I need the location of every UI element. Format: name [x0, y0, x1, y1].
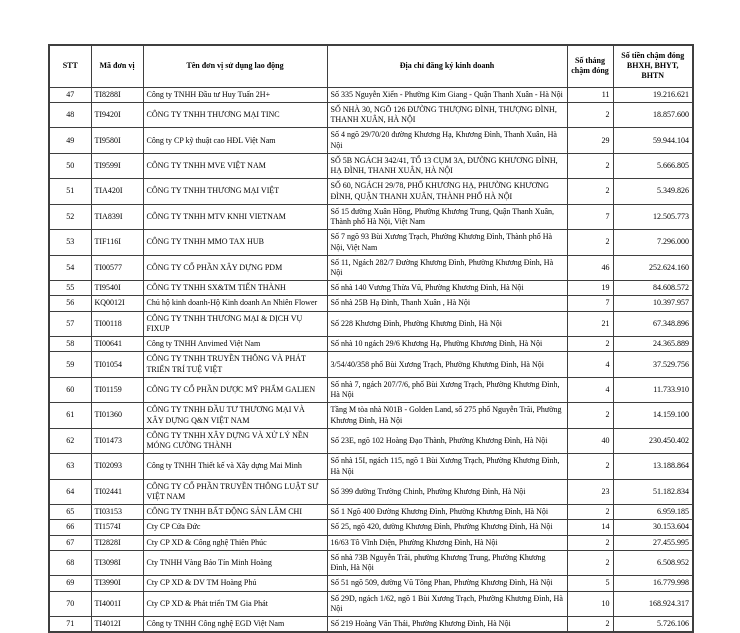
cell-address: Số 4 ngõ 29/70/20 đường Khương Hạ, Khương Đình, Thanh Xuân, Hà Nội — [327, 128, 567, 153]
cell-amount: 6.959.185 — [613, 505, 693, 520]
cell-months: 14 — [567, 520, 613, 535]
cell-months: 40 — [567, 428, 613, 453]
table-row — [49, 87, 693, 102]
cell-months: 2 — [567, 230, 613, 255]
cell-months: 4 — [567, 377, 613, 402]
cell-address: Tầng M tòa nhà N01B - Golden Land, số 275 phố Nguyễn Trãi, Phường Khương Đình, Hà Nội — [327, 403, 567, 428]
cell-stt: 69 — [49, 576, 91, 591]
cell-code: TI01473 — [91, 428, 143, 453]
table-row — [49, 505, 693, 520]
table-body — [49, 87, 693, 632]
table-row — [49, 337, 693, 352]
table-row — [49, 102, 693, 127]
cell-months: 2 — [567, 179, 613, 204]
cell-stt: 47 — [49, 87, 91, 102]
cell-stt: 58 — [49, 337, 91, 352]
cell-code: TI01360 — [91, 403, 143, 428]
table-row — [49, 403, 693, 428]
table-header — [49, 45, 693, 87]
cell-months: 21 — [567, 311, 613, 336]
cell-stt: 53 — [49, 230, 91, 255]
cell-name: Cty CP Cửa Đức — [143, 520, 327, 535]
table-row — [49, 204, 693, 229]
cell-stt: 49 — [49, 128, 91, 153]
cell-months: 23 — [567, 479, 613, 504]
cell-name: Cty TNHH Vàng Bảo Tín Minh Hoàng — [143, 550, 327, 575]
cell-code: TI3990I — [91, 576, 143, 591]
cell-stt: 60 — [49, 377, 91, 402]
table-row — [49, 454, 693, 479]
column-header-months: Số tháng chậm đóng — [567, 45, 613, 87]
column-header-amount: Số tiền chậm đóng BHXH, BHYT, BHTN — [613, 45, 693, 87]
cell-amount: 5.666.805 — [613, 153, 693, 178]
cell-amount: 10.397.957 — [613, 296, 693, 311]
cell-name: Chủ hộ kinh doanh-Hộ Kinh doanh An Nhiên Flower — [143, 296, 327, 311]
cell-amount: 13.188.864 — [613, 454, 693, 479]
cell-stt: 50 — [49, 153, 91, 178]
cell-code: TI00118 — [91, 311, 143, 336]
cell-months: 4 — [567, 352, 613, 377]
cell-stt: 65 — [49, 505, 91, 520]
cell-amount: 14.159.100 — [613, 403, 693, 428]
cell-address: Số nhà 10 ngách 29/6 Khương Hạ, Phường Khương Đình, Hà Nội — [327, 337, 567, 352]
table-row — [49, 520, 693, 535]
table-row — [49, 255, 693, 280]
cell-address: SỐ NHÀ 30, NGÕ 126 ĐƯỜNG THƯỢNG ĐÌNH, THƯỢNG ĐÌNH, THANH XUÂN, HÀ NỘI — [327, 102, 567, 127]
cell-stt: 62 — [49, 428, 91, 453]
cell-code: TI4012I — [91, 617, 143, 633]
cell-name: CÔNG TY TNHH BẤT ĐỘNG SẢN LÂM CHI — [143, 505, 327, 520]
cell-name: CÔNG TY TNHH SX&TM TIẾN THÀNH — [143, 281, 327, 296]
column-header-name: Tên đơn vị sử dụng lao động — [143, 45, 327, 87]
table-row — [49, 479, 693, 504]
cell-amount: 6.508.952 — [613, 550, 693, 575]
cell-address: Số 335 Nguyễn Xiển - Phường Kim Giang - Quận Thanh Xuân - Hà Nội — [327, 87, 567, 102]
cell-address: Số 1 Ngõ 400 Đường Khương Đình, Phường Khương Đình, Hà Nội — [327, 505, 567, 520]
cell-months: 7 — [567, 296, 613, 311]
cell-code: TI9420I — [91, 102, 143, 127]
cell-code: TIF116I — [91, 230, 143, 255]
cell-name: Công ty TNHH Thiết kế và Xây dựng Mai Minh — [143, 454, 327, 479]
cell-amount: 30.153.604 — [613, 520, 693, 535]
cell-name: Công ty TNHH Anvimed Việt Nam — [143, 337, 327, 352]
cell-code: TI02441 — [91, 479, 143, 504]
table-row — [49, 617, 693, 633]
cell-months: 5 — [567, 576, 613, 591]
cell-amount: 84.608.572 — [613, 281, 693, 296]
cell-amount: 51.182.834 — [613, 479, 693, 504]
cell-address: Số 51 ngõ 509, đường Vũ Tông Phan, Phường Khương Đình, Hà Nội — [327, 576, 567, 591]
cell-stt: 64 — [49, 479, 91, 504]
cell-amount: 37.529.756 — [613, 352, 693, 377]
table-row — [49, 281, 693, 296]
cell-address: Số 399 đường Trường Chinh, Phường Khương Đình, Hà Nội — [327, 479, 567, 504]
cell-name: CÔNG TY TNHH THƯƠNG MẠI & DỊCH VỤ FIXUP — [143, 311, 327, 336]
cell-code: TI9599I — [91, 153, 143, 178]
cell-stt: 59 — [49, 352, 91, 377]
cell-code: TI8288I — [91, 87, 143, 102]
cell-amount: 7.296.000 — [613, 230, 693, 255]
table-row — [49, 128, 693, 153]
cell-months: 19 — [567, 281, 613, 296]
cell-months: 29 — [567, 128, 613, 153]
cell-amount: 27.455.995 — [613, 535, 693, 550]
cell-code: KQ0012I — [91, 296, 143, 311]
cell-name: Cty CP XD & Công nghệ Thiên Phúc — [143, 535, 327, 550]
cell-amount: 16.779.998 — [613, 576, 693, 591]
cell-code: TI2828I — [91, 535, 143, 550]
cell-months: 2 — [567, 403, 613, 428]
cell-name: CÔNG TY CỔ PHẦN DƯỢC MỸ PHẨM GALIEN — [143, 377, 327, 402]
cell-address: 16/63 Tô Vĩnh Diện, Phường Khương Đình, Hà Nội — [327, 535, 567, 550]
cell-code: TI01054 — [91, 352, 143, 377]
cell-address: Số 25, ngõ 420, đường Khương Đình, Phường Khương Đình, Hà Nội — [327, 520, 567, 535]
cell-name: CÔNG TY CỔ PHẦN TRUYỀN THÔNG LUẬT SƯ VIỆT NAM — [143, 479, 327, 504]
cell-code: TI03153 — [91, 505, 143, 520]
cell-address: Số nhà 15I, ngách 115, ngõ 1 Bùi Xương Trạch, Phường Khương Đình, Hà Nội — [327, 454, 567, 479]
cell-code: TIA839I — [91, 204, 143, 229]
cell-address: Số 7 ngõ 93 Bùi Xương Trạch, Phường Khương Đình, Thành phố Hà Nội, Việt Nam — [327, 230, 567, 255]
table-row — [49, 179, 693, 204]
cell-name: CÔNG TY TNHH ĐẦU TƯ THƯƠNG MẠI VÀ XÂY DỰNG Q&N VIỆT NAM — [143, 403, 327, 428]
cell-months: 2 — [567, 454, 613, 479]
cell-amount: 5.726.106 — [613, 617, 693, 633]
cell-name: CÔNG TY TNHH THƯƠNG MẠI TINC — [143, 102, 327, 127]
cell-code: TI01159 — [91, 377, 143, 402]
cell-amount: 252.624.160 — [613, 255, 693, 280]
cell-code: TIA420I — [91, 179, 143, 204]
cell-name: Công ty CP kỹ thuật cao HĐL Việt Nam — [143, 128, 327, 153]
cell-code: TI02093 — [91, 454, 143, 479]
cell-stt: 52 — [49, 204, 91, 229]
table-row — [49, 153, 693, 178]
table-header-row — [49, 45, 693, 87]
cell-months: 2 — [567, 153, 613, 178]
cell-months: 2 — [567, 505, 613, 520]
column-header-code: Mã đơn vị — [91, 45, 143, 87]
cell-address: Số 29D, ngách 1/62, ngõ 1 Bùi Xương Trạch, Phường Khương Đình, Hà Nội — [327, 591, 567, 616]
cell-code: TI9580I — [91, 128, 143, 153]
cell-name: Cty CP XD & DV TM Hoàng Phú — [143, 576, 327, 591]
cell-months: 11 — [567, 87, 613, 102]
cell-months: 46 — [567, 255, 613, 280]
cell-amount: 168.924.317 — [613, 591, 693, 616]
cell-amount: 67.348.896 — [613, 311, 693, 336]
cell-name: CÔNG TY TNHH MVE VIỆT NAM — [143, 153, 327, 178]
cell-address: Số 228 Khương Đình, Phường Khương Đình, Hà Nội — [327, 311, 567, 336]
column-header-address: Địa chỉ đăng ký kinh doanh — [327, 45, 567, 87]
cell-stt: 51 — [49, 179, 91, 204]
table-row — [49, 535, 693, 550]
cell-name: Công ty TNHH Công nghệ EGD Việt Nam — [143, 617, 327, 633]
cell-stt: 70 — [49, 591, 91, 616]
table-row — [49, 311, 693, 336]
table-row — [49, 352, 693, 377]
table-row — [49, 576, 693, 591]
table-row — [49, 428, 693, 453]
cell-address: SỐ 60, NGÁCH 29/78, PHỐ KHƯƠNG HẠ, PHƯỜNG KHƯƠNG ĐÌNH, QUẬN THANH XUÂN, THÀNH PHỐ HÀ NỘI — [327, 179, 567, 204]
cell-amount: 12.505.773 — [613, 204, 693, 229]
cell-code: TI9540I — [91, 281, 143, 296]
cell-stt: 54 — [49, 255, 91, 280]
cell-months: 2 — [567, 102, 613, 127]
cell-name: CÔNG TY TNHH THƯƠNG MẠI VIỆT — [143, 179, 327, 204]
cell-code: TI00577 — [91, 255, 143, 280]
cell-name: CÔNG TY TNHH MMO TAX HUB — [143, 230, 327, 255]
cell-address: Số nhà 73B Nguyễn Trãi, phường Khương Trung, Phường Khương Đình, Hà Nội — [327, 550, 567, 575]
cell-amount: 230.450.402 — [613, 428, 693, 453]
cell-months: 2 — [567, 337, 613, 352]
table-row — [49, 296, 693, 311]
cell-amount: 11.733.910 — [613, 377, 693, 402]
cell-name: CÔNG TY TNHH TRUYỀN THÔNG VÀ PHÁT TRIỂN TRÍ TUỆ VIỆT — [143, 352, 327, 377]
cell-months: 10 — [567, 591, 613, 616]
table-row — [49, 230, 693, 255]
cell-amount: 18.857.600 — [613, 102, 693, 127]
cell-name: CÔNG TY TNHH XÂY DỰNG VÀ XỬ LÝ NỀN MÓNG CƯỜNG THÀNH — [143, 428, 327, 453]
cell-amount: 5.349.826 — [613, 179, 693, 204]
cell-address: Số 11, Ngách 282/7 Đường Khương Đình, Phường Khương Đình, Hà Nội — [327, 255, 567, 280]
cell-months: 2 — [567, 550, 613, 575]
column-header-stt: STT — [49, 45, 91, 87]
cell-stt: 55 — [49, 281, 91, 296]
cell-name: Công ty TNHH Đầu tư Huy Tuấn 2H+ — [143, 87, 327, 102]
cell-code: TI3098I — [91, 550, 143, 575]
cell-address: Số nhà 7, ngách 207/7/6, phố Bùi Xương Trạch, Phường Khương Đình, Hà Nội — [327, 377, 567, 402]
cell-name: Cty CP XD & Phát triển TM Gia Phát — [143, 591, 327, 616]
cell-address: Số 219 Hoàng Văn Thái, Phường Khương Đình, Hà Nội — [327, 617, 567, 633]
cell-stt: 71 — [49, 617, 91, 633]
cell-stt: 48 — [49, 102, 91, 127]
cell-amount: 24.365.889 — [613, 337, 693, 352]
cell-code: TI00641 — [91, 337, 143, 352]
table-row — [49, 550, 693, 575]
cell-name: CÔNG TY TNHH MTV KNHI VIETNAM — [143, 204, 327, 229]
cell-address: Số 23E, ngõ 102 Hoàng Đạo Thành, Phường Khương Đình, Hà Nội — [327, 428, 567, 453]
cell-address: Số 15 đường Xuân Hồng, Phường Khương Trung, Quận Thanh Xuân, Thành phố Hà Nội, Việt Nam — [327, 204, 567, 229]
cell-address: 3/54/40/358 phố Bùi Xương Trạch, Phường Khương Đình, Hà Nội — [327, 352, 567, 377]
cell-months: 2 — [567, 617, 613, 633]
cell-months: 7 — [567, 204, 613, 229]
cell-stt: 57 — [49, 311, 91, 336]
cell-stt: 63 — [49, 454, 91, 479]
cell-stt: 66 — [49, 520, 91, 535]
cell-address: Số nhà 25B Hạ Đình, Thanh Xuân , Hà Nội — [327, 296, 567, 311]
cell-address: Số nhà 140 Vương Thừa Vũ, Phường Khương Đình, Hà Nội — [327, 281, 567, 296]
cell-amount: 19.216.621 — [613, 87, 693, 102]
insurance-debt-table — [48, 44, 694, 633]
cell-amount: 59.944.104 — [613, 128, 693, 153]
cell-stt: 68 — [49, 550, 91, 575]
table-row — [49, 591, 693, 616]
cell-name: CÔNG TY CỔ PHẦN XÂY DỰNG PDM — [143, 255, 327, 280]
table-row — [49, 377, 693, 402]
cell-stt: 67 — [49, 535, 91, 550]
cell-stt: 61 — [49, 403, 91, 428]
cell-stt: 56 — [49, 296, 91, 311]
cell-months: 2 — [567, 535, 613, 550]
cell-code: TI4001I — [91, 591, 143, 616]
cell-address: SỐ 5B NGÁCH 342/41, TỔ 13 CỤM 3A, ĐƯỜNG KHƯƠNG ĐÌNH, HẠ ĐÌNH, THANH XUÂN, HÀ NỘI — [327, 153, 567, 178]
cell-code: TI1574I — [91, 520, 143, 535]
